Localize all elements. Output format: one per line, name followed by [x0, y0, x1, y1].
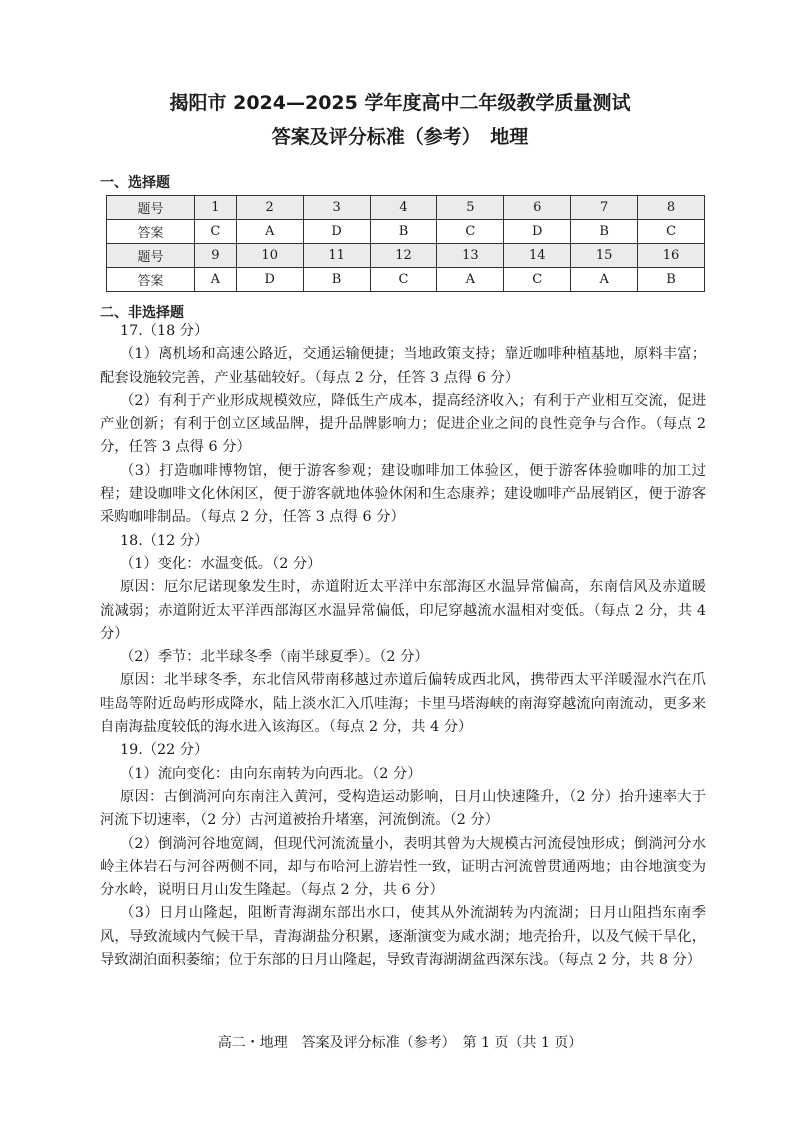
answer-paragraph: 原因：北半球冬季，东北信风带南移越过赤道后偏转成西北风，携带西太平洋暖湿水汽在爪哇岛等附近岛屿形成降水，陆上淡水汇入爪哇海；卡里马塔海峡的南海穿越流向南流动，更多来自南海盐度较低的海水进入该海区。（每点 2 分，共 4 分）	[100, 672, 706, 736]
answer-paragraph: 原因：厄尔尼诺现象发生时，赤道附近太平洋中东部海区水温异常偏高，东南信风及赤道暖流减弱；赤道附近太平洋西部海区水温异常偏低，印尼穿越流水温相对变低。（每点 2 分，共 4 分）	[100, 579, 706, 642]
table-cell: 6	[504, 196, 571, 220]
table-cell: 9	[195, 244, 237, 268]
table-cell: B	[571, 220, 638, 244]
table-cell: B	[638, 268, 705, 292]
table-row-label: 题号	[107, 244, 195, 268]
table-cell: 1	[195, 196, 237, 220]
table-cell: 2	[236, 196, 303, 220]
section-heading-non-choice: 二、非选择题	[100, 305, 184, 321]
table-row-label: 答案	[107, 268, 195, 292]
table-cell: A	[236, 220, 303, 244]
table-cell: D	[303, 220, 370, 244]
table-cell: C	[437, 220, 504, 244]
table-cell: C	[504, 268, 571, 292]
answer-paragraph: （2）季节：北半球冬季（南半球夏季）。（2 分）	[120, 649, 429, 666]
table-cell: 12	[370, 244, 437, 268]
answer-paragraph: 18.（12 分）	[120, 532, 209, 549]
table-cell: 4	[370, 196, 437, 220]
table-cell: 16	[638, 244, 705, 268]
table-cell: C	[370, 268, 437, 292]
table-cell: 11	[303, 244, 370, 268]
answer-paragraph: 19.（22 分）	[120, 742, 209, 759]
answer-paragraph: （1）离机场和高速公路近，交通运输便捷；当地政策支持；靠近咖啡种植基地，原料丰富；配套设施较完善，产业基础较好。（每点 2 分，任答 3 点得 6 分）	[100, 346, 706, 386]
table-cell: A	[437, 268, 504, 292]
table-row-label: 答案	[107, 220, 195, 244]
table-cell: 13	[437, 244, 504, 268]
table-row	[107, 220, 705, 244]
table-cell: 15	[571, 244, 638, 268]
table-cell: C	[195, 220, 237, 244]
answer-paragraph: 原因：古倒淌河向东南注入黄河，受构造运动影响，日月山快速隆升，（2 分）抬升速率大于河流下切速率，（2 分）古河道被抬升堵塞，河流倒流。（2 分）	[100, 788, 706, 829]
table-cell: 8	[638, 196, 705, 220]
table-cell: D	[236, 268, 303, 292]
answer-body	[100, 320, 706, 972]
table-cell: 3	[303, 196, 370, 220]
page-footer: 高二・地理 答案及评分标准（参考） 第 1 页（共 1 页）	[217, 1035, 583, 1051]
answer-paragraph: （2）有利于产业形成规模效应，降低生产成本，提高经济收入；有利于产业相互交流，促进产业创新；有利于创立区域品牌，提升品牌影响力；促进企业之间的良性竞争与合作。（每点 2 分，任答 3 点得 6 分）	[100, 392, 706, 456]
table-row	[107, 196, 705, 220]
section-heading-choice: 一、选择题	[100, 175, 170, 191]
page-title: 揭阳市 2024—2025 学年度高中二年级教学质量测试	[169, 92, 631, 114]
table-cell: A	[195, 268, 237, 292]
table-row	[107, 268, 705, 292]
answer-paragraph: （3）日月山隆起，阻断青海湖东部出水口，使其从外流湖转为内流湖；日月山阻挡东南季风，导致流域内气候干旱，青海湖盐分积累，逐渐演变为咸水湖；地壳抬升，以及气候干旱化，导致湖泊面积萎缩；位于东部的日月山隆起，导致青海湖湖盆西深东浅。（每点 2 分，共 8 分）	[100, 905, 706, 969]
table-cell: A	[571, 268, 638, 292]
answer-paragraph: （1）变化：水温变低。（2 分）	[120, 555, 322, 572]
table-cell: 7	[571, 196, 638, 220]
table-cell: 10	[236, 244, 303, 268]
table-cell: 14	[504, 244, 571, 268]
table-cell: C	[638, 220, 705, 244]
table-cell: D	[504, 220, 571, 244]
table-cell: B	[370, 220, 437, 244]
answer-paragraph: （3）打造咖啡博物馆，便于游客参观；建设咖啡加工体验区，便于游客体验咖啡的加工过程；建设咖啡文化休闲区，便于游客就地体验休闲和生态康养；建设咖啡产品展销区，便于游客采购咖啡制品。（每点 2 分，任答 3 点得 6 分）	[100, 462, 706, 526]
table-cell: 5	[437, 196, 504, 220]
page-subtitle: 答案及评分标准（参考） 地理	[271, 126, 529, 148]
table-row	[107, 244, 705, 268]
answer-paragraph: （1）流向变化：由向东南转为向西北。（2 分）	[120, 765, 422, 782]
answer-paragraph: （2）倒淌河谷地宽阔，但现代河流流量小，表明其曾为大规模古河流侵蚀形成；倒淌河分水岭主体岩石与河谷两侧不同，却与布哈河上游岩性一致，证明古河流曾贯通两地；由谷地演变为分水岭，说明日月山发生隆起。（每点 2 分，共 6 分）	[100, 835, 706, 899]
answer-table	[106, 195, 705, 292]
table-cell: B	[303, 268, 370, 292]
answer-paragraph: 17.（18 分）	[120, 323, 209, 339]
table-row-label: 题号	[107, 196, 195, 220]
